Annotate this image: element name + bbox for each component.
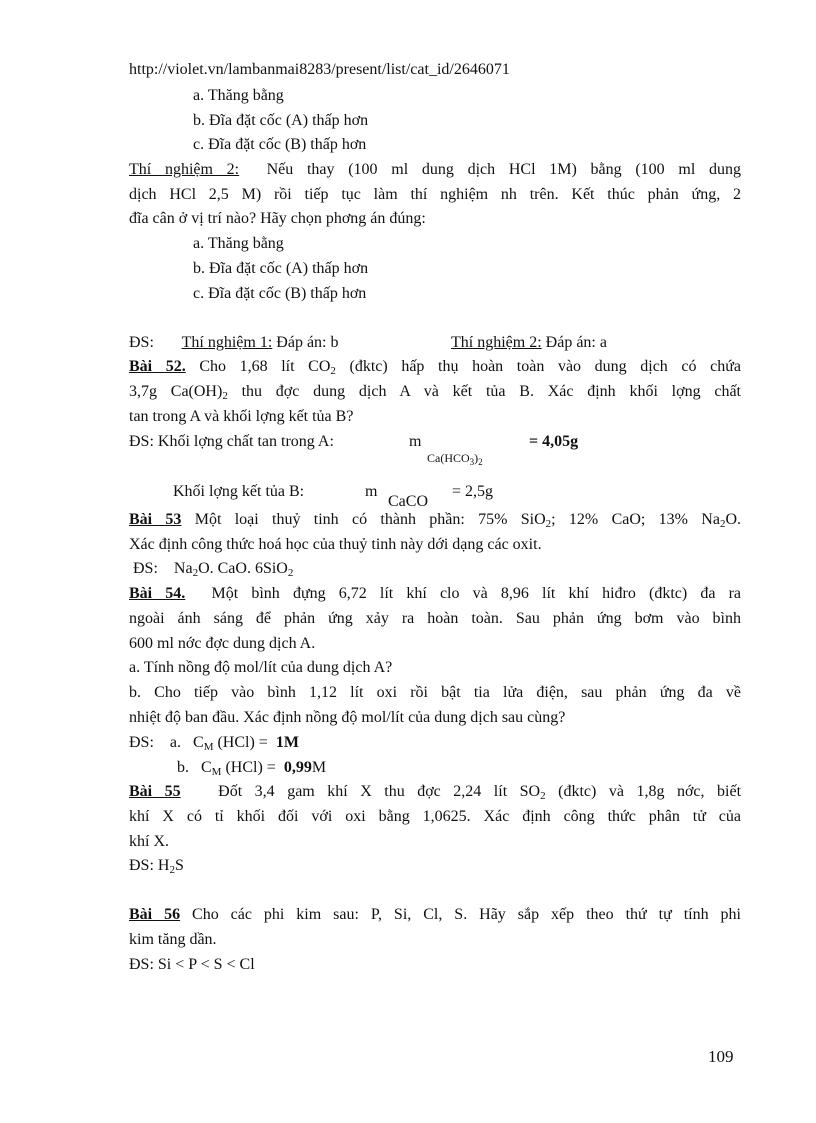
bai53-text-1b: ; 12% CaO; 13% Na	[551, 511, 720, 528]
bai54-line-3: 600 ml nớc đợc dung dịch A.	[129, 635, 316, 652]
bai54-text-1: Một bình đựng 6,72 lít khí clo và 8,96 lít khí hiđro (đktc) đa ra	[211, 585, 741, 602]
bai52-formula-2: CaCO	[388, 493, 428, 510]
bai52-line-2	[129, 382, 741, 406]
answer-prefix: ĐS:	[129, 334, 154, 351]
bai53-sub-1: 2	[545, 518, 552, 530]
bai55-line-2: khí X có tỉ khối đối với oxi bằng 1,0625. Xác định công thức phân tử của	[129, 808, 741, 825]
bai55-answer-b: S	[174, 857, 184, 874]
exp2-label: Thí nghiệm 2:	[129, 161, 240, 178]
bai52-answer-1: ĐS: Khối lợng chất tan trong A:	[129, 433, 334, 450]
bai53-answer-sub1: 2	[192, 567, 199, 579]
bai54-answer-b	[177, 758, 326, 782]
exp2-line-3: đĩa cân ở vị trí nào? Hãy chọn phơng án đúng:	[129, 210, 426, 227]
bai53-text-1c: O.	[725, 511, 742, 528]
exp2-option-b: b. Đĩa đặt cốc (A) thấp hơn	[193, 260, 369, 277]
bai53-title: Bài 53	[129, 511, 182, 528]
bai52-sub-1: 2	[330, 365, 336, 377]
bai55-text-1b: (đktc) và 1,8g nớc, biết	[545, 783, 742, 800]
bai56-title: Bài 56	[129, 906, 181, 923]
bai52-mass-symbol-2: m	[365, 483, 378, 500]
bai52-title: Bài 52.	[129, 358, 186, 375]
bai53-answer	[133, 559, 293, 583]
bai54-c-b: C	[201, 759, 212, 776]
bai55-title: Bài 55	[129, 783, 181, 800]
bai54-question-b-1: b. Cho tiếp vào bình 1,12 lít oxi rồi bật tia lửa điện, sau phản ứng đa về	[129, 684, 741, 701]
bai54-c-a: C	[193, 734, 204, 751]
bai54-c-sub-a: M	[203, 741, 214, 753]
bai53-answer-b: O. CaO. 6SiO	[198, 560, 288, 577]
bai55-line-1	[129, 782, 741, 806]
bai53-answer-sub2: 2	[287, 567, 294, 579]
bai56-text-1: Cho các phi kim sau: P, Si, Cl, S. Hãy sắp xếp theo thứ tự tính phi	[180, 906, 741, 923]
bai55-line-3: khí X.	[129, 833, 169, 850]
exp2-option-c: c. Đĩa đặt cốc (B) thấp hơn	[193, 285, 367, 302]
bai52-value-2: = 2,5g	[452, 483, 494, 500]
answer-exp1-label: Thí nghiệm 1:	[181, 334, 273, 351]
bai53-answer-prefix: ĐS:	[133, 560, 158, 577]
bai54-answer-prefix: ĐS:	[129, 734, 154, 751]
answer-exp2-label: Thí nghiệm 2:	[451, 334, 542, 351]
bai52-text-1a: Cho 1,68 lít CO	[199, 358, 331, 375]
bai52-mass-symbol-1: m	[409, 433, 422, 450]
bai55-answer	[129, 856, 184, 880]
bai55-sub: 2	[540, 790, 546, 802]
formula1-sub: 3	[469, 457, 475, 467]
bai52-answer-2: Khối lợng kết tủa B:	[173, 483, 305, 500]
bai52-sub-2: 2	[222, 390, 228, 402]
bai55-answer-a: ĐS: H	[129, 857, 170, 874]
bai52-text-2a: 3,7g Ca(OH)	[129, 383, 223, 400]
bai52-line-3: tan trong A và khối lợng kết tủa B?	[129, 408, 354, 425]
bai54-hcl-a: (HCl) =	[213, 734, 268, 751]
exp2-line-2: dịch HCl 2,5 M) rồi tiếp tục làm thí nghiệm nh trên. Kết thúc phản ứng, 2	[129, 186, 741, 203]
bai52-line-1	[129, 357, 741, 381]
bai52-text-2b: thu đợc dung dịch A và kết tủa B. Xác định khối lợng chất	[227, 383, 741, 400]
bai54-answer-b-label: b.	[177, 759, 189, 776]
bai53-line-2: Xác định công thức hoá học của thuỷ tinh này dới dạng các oxit.	[129, 536, 542, 553]
bai54-hcl-b: (HCl) =	[221, 759, 276, 776]
exp1-option-b: b. Đĩa đặt cốc (A) thấp hơn	[193, 112, 369, 129]
bai54-answer-a-value: 1M	[275, 734, 299, 751]
bai54-question-b-2: nhiệt độ ban đầu. Xác định nồng độ mol/lít của dung dịch sau cùng?	[129, 709, 566, 726]
page-number: 109	[708, 1047, 734, 1066]
bai53-answer-a: Na	[173, 560, 193, 577]
bai52-formula-1	[427, 448, 483, 472]
source-url[interactable]: http://violet.vn/lambanmai8283/present/list/cat_id/2646071	[129, 61, 510, 78]
answer-exp2-value: Đáp án: a	[545, 334, 607, 351]
bai54-question-a: a. Tính nồng độ mol/lít của dung dịch A?	[129, 659, 393, 676]
bai56-line-2: kim tăng dần.	[129, 931, 217, 948]
bai54-answer-a	[129, 733, 299, 757]
bai56-line-1	[129, 905, 741, 925]
exp2-option-a: a. Thăng bằng	[193, 235, 284, 252]
answer-exp1-value: Đáp án: b	[276, 334, 339, 351]
bai53-text-1a: Một loại thuỷ tinh có thành phần: 75% SiO	[181, 511, 546, 528]
bai54-answer-b-unit: M	[311, 759, 327, 776]
bai54-line-1	[129, 584, 741, 604]
bai56-answer: ĐS: Si < P < S < Cl	[129, 956, 255, 973]
bai54-answer-b-value: 0,99	[283, 759, 312, 776]
exp2-line-1-text: Nếu thay (100 ml dung dịch HCl 1M) bằng (100 ml dung	[266, 161, 742, 178]
bai54-answer-a-label: a.	[169, 734, 182, 751]
formula1-sub2: 2	[478, 457, 483, 467]
bai55-text-1a: Đốt 3,4 gam khí X thu đợc 2,24 lít SO	[218, 783, 541, 800]
formula1-text: Ca(HCO	[427, 451, 470, 465]
answer-51	[129, 333, 338, 353]
exp1-option-c: c. Đĩa đặt cốc (B) thấp hơn	[193, 136, 367, 153]
formula1-end: )	[474, 451, 479, 465]
bai52-value-1: = 4,05g	[529, 433, 579, 450]
bai55-answer-sub: 2	[169, 864, 175, 876]
exp1-option-a: a. Thăng bằng	[193, 87, 284, 104]
bai54-title: Bài 54.	[129, 585, 186, 602]
answer-51-exp2	[451, 333, 607, 353]
exp2-line-1	[129, 160, 741, 180]
bai54-line-2: ngoài ánh sáng để phản ứng xảy ra hoàn toàn. Sau phản ứng bơm vào bình	[129, 610, 741, 627]
bai54-c-sub-b: M	[211, 766, 222, 778]
bai53-sub-2: 2	[719, 518, 726, 530]
bai53-line-1	[129, 510, 741, 534]
bai52-text-1b: (đktc) hấp thụ hoàn toàn vào dung dịch có chứa	[335, 358, 742, 375]
